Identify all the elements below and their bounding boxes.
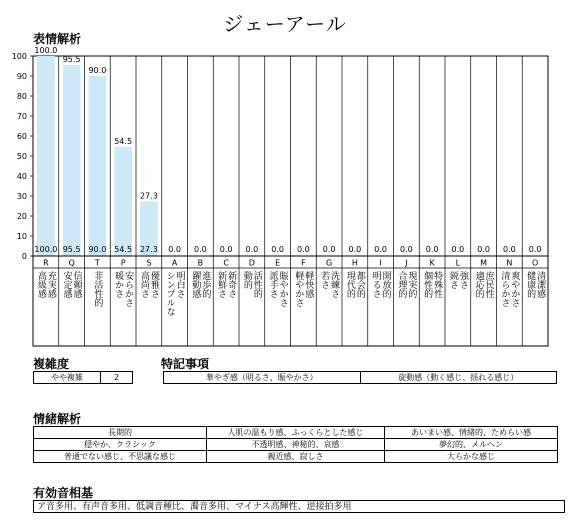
- special-section-title: 特記事項: [161, 357, 210, 371]
- descriptor-label: 新奇さ: [226, 271, 237, 298]
- category-label: E: [275, 258, 281, 268]
- category-label: B: [197, 258, 204, 268]
- emotion-section-title: 表情解析: [33, 32, 82, 46]
- descriptor-label: 非活性的: [92, 271, 103, 307]
- descriptor-label: 清らかさ: [499, 271, 510, 307]
- descriptor-label: 賑やかさ: [277, 271, 288, 307]
- complexity-table: [33, 371, 133, 384]
- descriptor-label: 安定感: [61, 271, 72, 298]
- y-tick-label: 20: [16, 212, 27, 221]
- feeling-cell: 長期的: [34, 427, 207, 439]
- bar-base-label: 100.0: [34, 245, 58, 254]
- feeling-cell: 大らかな感じ: [385, 451, 558, 463]
- y-tick-label: 40: [16, 172, 27, 181]
- bar-base-label: 90.0: [88, 245, 107, 254]
- descriptor-label: 明白さ: [174, 271, 185, 298]
- descriptor-label: 充実感: [45, 271, 56, 298]
- bar-base-label: 0.0: [271, 245, 284, 254]
- special-table: [163, 371, 557, 384]
- bar-base-label: 0.0: [168, 245, 181, 254]
- descriptor-label: 現代的: [344, 271, 355, 298]
- y-tick-label: 80: [16, 92, 27, 101]
- descriptor-label: 軽やかさ: [293, 271, 304, 307]
- descriptor-label: 活性的: [251, 271, 262, 298]
- category-label: G: [326, 258, 333, 268]
- feeling-table: [33, 426, 558, 463]
- complexity-label: やや複雑: [34, 372, 101, 384]
- y-tick-label: 30: [16, 192, 27, 201]
- category-label: P: [120, 258, 126, 268]
- feeling-cell: 人肌の温もり感、ふっくらとした感じ: [206, 427, 384, 439]
- table-row: [34, 439, 558, 451]
- complexity-section-title: 複雑度: [33, 357, 70, 371]
- descriptor-label: シンプルな: [164, 271, 175, 316]
- descriptor-label: 暖かさ: [113, 271, 124, 298]
- bar-base-label: 54.5: [114, 245, 133, 254]
- table-row: [34, 427, 558, 439]
- bar-base-label: 0.0: [400, 245, 413, 254]
- bar-base-label: 0.0: [528, 245, 542, 254]
- feeling-cell: あいまい感、情緒的、ためらい感: [385, 427, 558, 439]
- descriptor-label: 個性的: [422, 271, 433, 298]
- bar-base-label: 0.0: [219, 245, 233, 254]
- descriptor-label: 派手さ: [267, 271, 278, 298]
- bar-value-label: 90.0: [88, 66, 107, 75]
- descriptor-label: 高尚さ: [138, 271, 149, 298]
- category-label: N: [506, 258, 513, 268]
- table-row: [34, 451, 558, 463]
- descriptor-label: 開放的: [380, 271, 391, 298]
- category-label: A: [171, 258, 178, 268]
- y-tick-label: 0: [21, 252, 27, 261]
- bar: [89, 76, 107, 256]
- bar-base-label: 0.0: [245, 245, 259, 254]
- category-label: F: [301, 258, 306, 268]
- descriptor-label: 動的: [241, 271, 252, 289]
- bar-base-label: 0.0: [322, 245, 336, 254]
- bar-base-label: 0.0: [451, 245, 465, 254]
- feeling-cell: 親近感、寂しさ: [206, 451, 384, 463]
- descriptor-label: 特殊性: [432, 271, 443, 298]
- y-tick-label: 50: [16, 152, 27, 161]
- tone-text: ア音多用、有声音多用、低調音種比、濁音多用、マイナス高輝性、逆接拍多用: [33, 500, 565, 513]
- descriptor-label: 安らかさ: [123, 271, 134, 307]
- descriptor-label: 躍動感: [190, 271, 201, 298]
- complexity-value: 2: [101, 372, 133, 384]
- feeling-section-title: 情緒解析: [33, 412, 82, 426]
- bar-base-label: 0.0: [477, 245, 490, 254]
- y-tick-label: 70: [16, 112, 27, 121]
- feeling-cell: 普通でない感じ、不思議な感じ: [34, 451, 207, 463]
- descriptor-label: 合理的: [396, 271, 407, 298]
- category-label: J: [405, 258, 408, 268]
- descriptor-label: 適応的: [473, 271, 484, 298]
- descriptor-label: 爽やかさ: [509, 271, 520, 307]
- category-label: I: [379, 258, 382, 268]
- descriptor-label: 鋭さ: [447, 271, 458, 289]
- descriptor-label: 清潔感: [535, 271, 546, 298]
- bar-base-label: 0.0: [348, 245, 362, 254]
- descriptor-label: 庶民性: [483, 271, 494, 298]
- feeling-cell: 不透明感、神秘的、哀感: [206, 439, 384, 451]
- bar-base-label: 0.0: [374, 245, 387, 254]
- bar-base-label: 0.0: [425, 245, 439, 254]
- descriptor-label: 健康的: [525, 271, 536, 298]
- y-tick-label: 60: [16, 132, 27, 141]
- descriptor-label: 明るさ: [370, 271, 381, 298]
- bar-base-label: 27.3: [139, 245, 158, 254]
- y-tick-label: 90: [16, 72, 27, 81]
- special-item: 旋動感（動く感じ、揺れる感じ）: [360, 372, 557, 384]
- bar-value-label: 95.5: [62, 55, 81, 64]
- bar-base-label: 0.0: [503, 245, 516, 254]
- category-label: Q: [68, 258, 75, 268]
- y-tick-label: 10: [16, 232, 27, 241]
- special-item: 華やぎ感（明るさ、賑やかさ）: [164, 372, 361, 384]
- feeling-cell: 夢幻的、メルヘン: [385, 439, 558, 451]
- category-label: L: [455, 258, 461, 268]
- descriptor-label: 都会的: [354, 271, 365, 298]
- bar: [37, 56, 55, 256]
- descriptor-label: 現実的: [406, 271, 417, 298]
- category-label: K: [429, 258, 435, 268]
- category-label: H: [351, 258, 358, 268]
- bar-value-label: 54.5: [114, 137, 133, 146]
- bar-value-label: 27.3: [139, 191, 158, 201]
- page-title: ジェーアール: [223, 12, 347, 36]
- category-label: O: [531, 258, 539, 268]
- category-label: T: [94, 258, 100, 268]
- descriptor-label: 信頼感: [71, 271, 82, 298]
- category-label: C: [223, 258, 229, 268]
- bar: [63, 65, 81, 256]
- category-label: S: [146, 258, 152, 268]
- descriptor-label: 進歩的: [200, 271, 211, 298]
- descriptor-label: 洗練さ: [329, 271, 340, 298]
- tone-section-title: 有効音相基: [33, 486, 94, 500]
- descriptor-label: 若さ: [319, 271, 330, 289]
- category-label: M: [480, 258, 488, 268]
- y-tick-label: 100: [11, 52, 27, 61]
- category-label: D: [248, 258, 255, 268]
- bar-base-label: 95.5: [62, 245, 81, 254]
- bar-base-label: 0.0: [194, 245, 207, 254]
- descriptor-label: 軽快感: [303, 271, 314, 298]
- descriptor-label: 優雅さ: [148, 271, 159, 298]
- bar-base-label: 0.0: [297, 245, 310, 254]
- feeling-cell: 穏やか、クラシック: [34, 439, 207, 451]
- category-label: R: [43, 258, 49, 268]
- bar-value-label: 100.0: [34, 46, 58, 55]
- bar: [114, 147, 132, 256]
- descriptor-label: 強さ: [457, 271, 468, 289]
- descriptor-label: 新鮮さ: [216, 271, 227, 298]
- descriptor-label: 高級感: [35, 271, 46, 298]
